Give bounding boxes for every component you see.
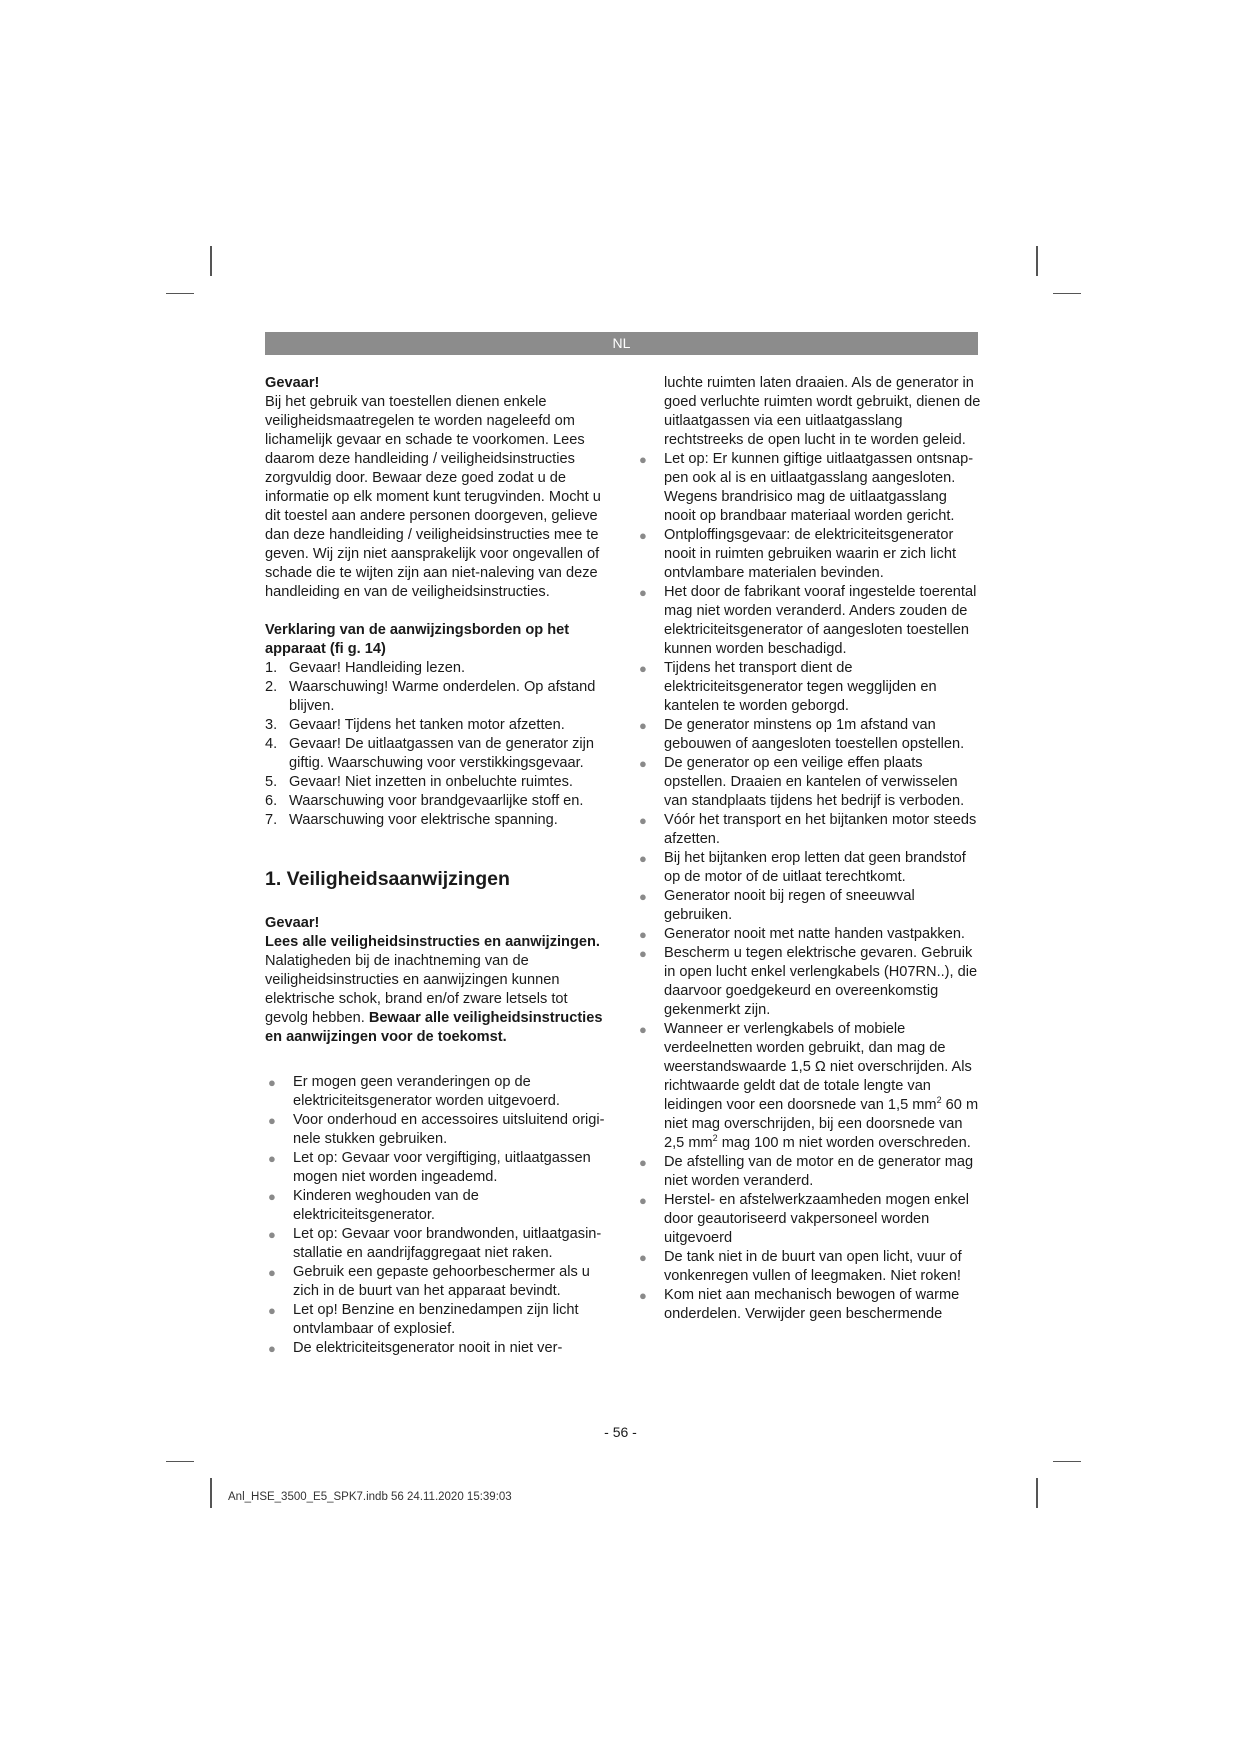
list-text: De tank niet in de buurt van open licht, vuur of vonkenregen vullen of leegmaken. Niet roken! (664, 1249, 962, 1284)
warning-paragraph (265, 933, 610, 1047)
continuation-paragraph: luchte ruimten laten draaien. Als de generator in goed verluchte ruimten wordt gebruikt, dienen de uitlaatgassen via een uitlaatgasslang rechtstreeks de open lucht in te worden geleid. (664, 375, 981, 448)
list-text: Tijdens het transport dient de elektriciteitsgenerator tegen wegglijden en kantelen te worden geborgd. (664, 660, 937, 714)
list-text: Kinderen weghouden van de elektriciteitsgenerator. (293, 1188, 479, 1223)
bullet-icon: ● (639, 528, 647, 543)
bullet-icon: ● (268, 1075, 276, 1090)
list-item (636, 1153, 981, 1191)
list-item (265, 678, 610, 716)
bullet-icon: ● (268, 1189, 276, 1204)
crop-mark (210, 1478, 212, 1508)
list-text: Ontploffingsgevaar: de elektriciteitsgenerator nooit in ruimten gebruiken waarin er zich licht ontvlambare materialen bevinden. (664, 527, 957, 581)
warning-bold-lead: Lees alle veiligheidsinstructies en aanwijzingen. (265, 934, 600, 950)
list-text: De generator minstens op 1m afstand van gebouwen of aangesloten toestellen opstellen. (664, 717, 965, 752)
list-item (265, 811, 610, 830)
list-item (636, 849, 981, 887)
list-number: 3. (265, 717, 278, 733)
crop-mark (1036, 246, 1038, 276)
list-text: Waarschuwing voor elektrische spanning. (289, 812, 558, 828)
bullet-icon: ● (268, 1303, 276, 1318)
cable-text-a: Wanneer er verlengkabels of mobiele verdeelnetten worden gebruikt, dan mag de weerstandswaarde 1,5 Ω niet overschrijden. Als richtwaarde geldt dat de totale lengte van leidingen voor een doorsnede van 1,5 mm (664, 1021, 972, 1113)
print-file-info: Anl_HSE_3500_E5_SPK7.indb 56 24.11.2020 15:39:03 (228, 1491, 512, 1503)
list-text: Waarschuwing voor brandgevaarlijke stoff en. (289, 793, 584, 809)
list-item (636, 583, 981, 659)
list-item (265, 659, 610, 678)
list-text: Gevaar! Handleiding lezen. (289, 660, 466, 676)
list-text: De afstelling van de motor en de generator mag niet worden veranderd. (664, 1154, 974, 1189)
list-item (265, 1263, 610, 1301)
list-item (636, 526, 981, 583)
list-text: Generator nooit met natte handen vastpakken. (664, 926, 965, 942)
bullet-icon: ● (639, 756, 647, 771)
list-item (265, 735, 610, 773)
crop-mark (166, 1461, 194, 1462)
list-item (636, 450, 981, 526)
bullet-icon: ● (639, 718, 647, 733)
list-text: Gebruik een gepaste gehoorbeschermer als u zich in de buurt van het apparaat bevindt. (293, 1264, 590, 1299)
list-number: 1. (265, 660, 278, 676)
bullet-icon: ● (639, 946, 647, 961)
bullet-icon: ● (639, 813, 647, 828)
list-item (265, 716, 610, 735)
crop-mark (1053, 293, 1081, 294)
list-item (636, 754, 981, 811)
list-text: Gevaar! Tijdens het tanken motor afzetten. (289, 717, 565, 733)
list-item (265, 1073, 610, 1111)
list-text: Er mogen geen veranderingen op de elektriciteitsgenerator worden uitgevoerd. (293, 1074, 560, 1109)
list-item (265, 1111, 610, 1149)
list-item (636, 887, 981, 925)
intro-heading: Gevaar! (265, 375, 320, 391)
list-item (265, 1339, 610, 1358)
list-item (636, 1191, 981, 1248)
signs-heading: Verklaring van de aanwijzingsborden op het apparaat (fi g. 14) (265, 622, 570, 657)
list-text: Let op: Er kunnen giftige uitlaatgassen ontsnap-pen ook al is en uitlaatgasslang aangesloten. Wegens brandrisico mag de uitlaatgasslang nooit op brandbaar materiaal worden gericht. (664, 451, 974, 524)
bullet-icon: ● (639, 1250, 647, 1265)
bullet-icon: ● (639, 661, 647, 676)
bullet-icon: ● (639, 889, 647, 904)
list-text: De generator op een veilige effen plaats opstellen. Draaien en kantelen of verwisselen van standplaats tijdens het bedrijf is verboden. (664, 755, 965, 809)
list-number: 6. (265, 793, 278, 809)
list-text: Kom niet aan mechanisch bewogen of warme onderdelen. Verwijder geen beschermende (664, 1287, 960, 1322)
warning-heading: Gevaar! (265, 915, 320, 931)
bullet-icon: ● (268, 1227, 276, 1242)
list-item (636, 925, 981, 944)
bullet-icon: ● (639, 452, 647, 467)
list-number: 2. (265, 679, 278, 695)
list-text: Let op! Benzine en benzinedampen zijn licht ontvlambaar of explosief. (293, 1302, 579, 1337)
cable-text-c: mag 100 m niet worden overschreden. (717, 1135, 971, 1151)
bullet-icon: ● (268, 1341, 276, 1356)
list-text: Vóór het transport en het bijtanken motor steeds afzetten. (664, 812, 977, 847)
list-item (636, 811, 981, 849)
list-text: Let op: Gevaar voor vergiftiging, uitlaatgassen mogen niet worden ingeademd. (293, 1150, 591, 1185)
safety-bullets-right (636, 450, 981, 1324)
list-text: Bij het bijtanken erop letten dat geen brandstof op de motor of de uitlaat terechtkomt. (664, 850, 966, 885)
list-text: De elektriciteitsgenerator nooit in niet ver- (293, 1340, 563, 1356)
list-text: Het door de fabrikant vooraf ingestelde toerental mag niet worden veranderd. Anders zouden de elektriciteitsgenerator of aangesloten toestellen kunnen worden beschadigd. (664, 584, 977, 657)
bullet-icon: ● (639, 1288, 647, 1303)
list-item (636, 1248, 981, 1286)
safety-bullets-left (265, 1073, 610, 1358)
superscript: 2 (936, 1095, 942, 1106)
list-text: Waarschuwing! Warme onderdelen. Op afstand blijven. (289, 679, 596, 714)
list-item (265, 1187, 610, 1225)
list-item (265, 792, 610, 811)
crop-mark (1053, 1461, 1081, 1462)
bullet-icon: ● (268, 1265, 276, 1280)
bullet-icon: ● (268, 1151, 276, 1166)
list-text: Voor onderhoud en accessoires uitsluitend origi-nele stukken gebruiken. (293, 1112, 605, 1147)
list-item (636, 944, 981, 1020)
list-text: Herstel- en afstelwerkzaamheden mogen enkel door geautoriseerd vakpersoneel worden uitgevoerd (664, 1192, 970, 1246)
page-number: - 56 - (604, 1424, 637, 1440)
list-text: Gevaar! Niet inzetten in onbeluchte ruimtes. (289, 774, 573, 790)
list-number: 7. (265, 812, 278, 828)
list-item (636, 1020, 981, 1153)
bullet-icon: ● (639, 1155, 647, 1170)
list-item (636, 1286, 981, 1324)
bullet-icon: ● (268, 1113, 276, 1128)
bullet-icon: ● (639, 585, 647, 600)
list-item (265, 1301, 610, 1339)
warning-bold-tail: Bewaar alle veiligheidsinstructies en aanwijzingen voor de toekomst. (265, 1010, 603, 1045)
language-header-bar: NL (265, 332, 978, 355)
left-column (265, 374, 610, 1358)
cable-text-b: 60 m niet mag overschrijden, bij een doorsnede van 2,5 mm (664, 1097, 979, 1151)
crop-mark (166, 293, 194, 294)
list-item (636, 659, 981, 716)
list-item (265, 773, 610, 792)
bullet-icon: ● (639, 927, 647, 942)
crop-mark (1036, 1478, 1038, 1508)
bullet-icon: ● (639, 851, 647, 866)
list-item (265, 1149, 610, 1187)
bullet-icon: ● (639, 1022, 647, 1037)
list-number: 5. (265, 774, 278, 790)
list-item (265, 1225, 610, 1263)
right-column (636, 374, 981, 1324)
superscript: 2 (712, 1133, 718, 1144)
section-title: 1. Veiligheidsaanwijzingen (265, 868, 510, 890)
list-number: 4. (265, 736, 278, 752)
bullet-icon: ● (639, 1193, 647, 1208)
list-text: Let op: Gevaar voor brandwonden, uitlaatgasin-stallatie en aandrijfaggregaat niet raken. (293, 1226, 602, 1261)
crop-mark (210, 246, 212, 276)
list-item (636, 716, 981, 754)
signs-list (265, 659, 610, 830)
list-text: Generator nooit bij regen of sneeuwval gebruiken. (664, 888, 915, 923)
warning-text: Nalatigheden bij de inachtneming van de veiligheidsinstructies en aanwijzingen kunnen elektrische schok, brand en/of zware letsels tot gevolg hebben. (265, 953, 568, 1026)
list-text: Gevaar! De uitlaatgassen van de generator zijn giftig. Waarschuwing voor verstikkingsgevaar. (289, 736, 595, 771)
list-text: Bescherm u tegen elektrische gevaren. Gebruik in open lucht enkel verlengkabels (H07RN..), die daarvoor goedgekeurd en overeenkomstig gekenmerkt zijn. (664, 945, 978, 1018)
intro-paragraph: Bij het gebruik van toestellen dienen enkele veiligheidsmaatregelen te worden nageleefd om lichamelijk gevaar en schade te voorkomen. Lees daarom deze handleiding / veiligheidsinstructies zorgvuldig door. Bewaar deze goed zodat u de informatie op elk moment kunt terugvinden. Mocht u dit toestel aan andere personen doorgeven, gelieve dan deze handleiding / veiligheidsinstructies mee te geven. Wij zijn niet aansprakelijk voor ongevallen of schade die te wijten zijn aan niet-naleving van deze handleiding en van de veiligheidsinstructies. (265, 394, 601, 600)
